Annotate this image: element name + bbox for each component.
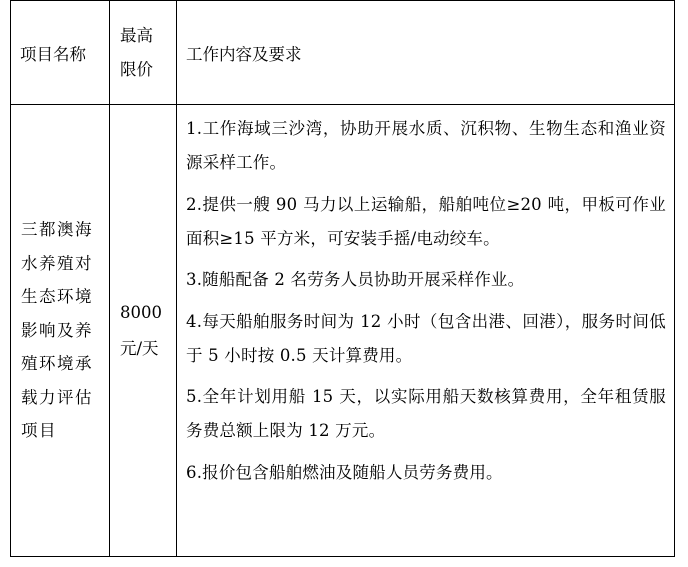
requirement-item: 2.提供一艘 90 马力以上运输船，船舶吨位≥20 吨，甲板可作业面积≥15 平方米，可安装手摇/电动绞车。 <box>186 194 666 248</box>
header-row <box>11 1 675 105</box>
header-max-price-line2: 限价 <box>120 59 153 79</box>
requirement-item: 1.工作海域三沙湾，协助开展水质、沉积物、生物生态和渔业资源采样工作。 <box>186 119 666 172</box>
price-cell <box>110 105 177 557</box>
requirements-table <box>10 0 675 557</box>
requirement-item: 4.每天船舶服务时间为 12 小时（包含出港、回港），服务时间低于 5 小时按 0.5 天计算费用。 <box>186 311 666 365</box>
header-content: 工作内容及要求 <box>177 1 675 105</box>
requirement-item: 3.随船配备 2 名劳务人员协助开展采样作业。 <box>186 270 525 289</box>
header-max-price <box>110 1 177 105</box>
requirement-item: 5.全年计划用船 15 天，以实际用船天数核算费用，全年租赁服务费总额上限为 12 万元。 <box>186 387 666 440</box>
price-unit: 元/天 <box>120 338 159 358</box>
header-max-price-line1: 最高 <box>120 25 153 45</box>
table-row <box>11 105 675 557</box>
requirements-cell <box>177 105 675 557</box>
requirement-item: 6.报价包含船舶燃油及随船人员劳务费用。 <box>186 462 503 482</box>
project-name-cell: 三都澳海水养殖对生态环境影响及养殖环境承载力评估项目 <box>11 105 110 557</box>
header-project-name: 项目名称 <box>11 1 110 105</box>
price-value: 8000 <box>120 302 162 322</box>
